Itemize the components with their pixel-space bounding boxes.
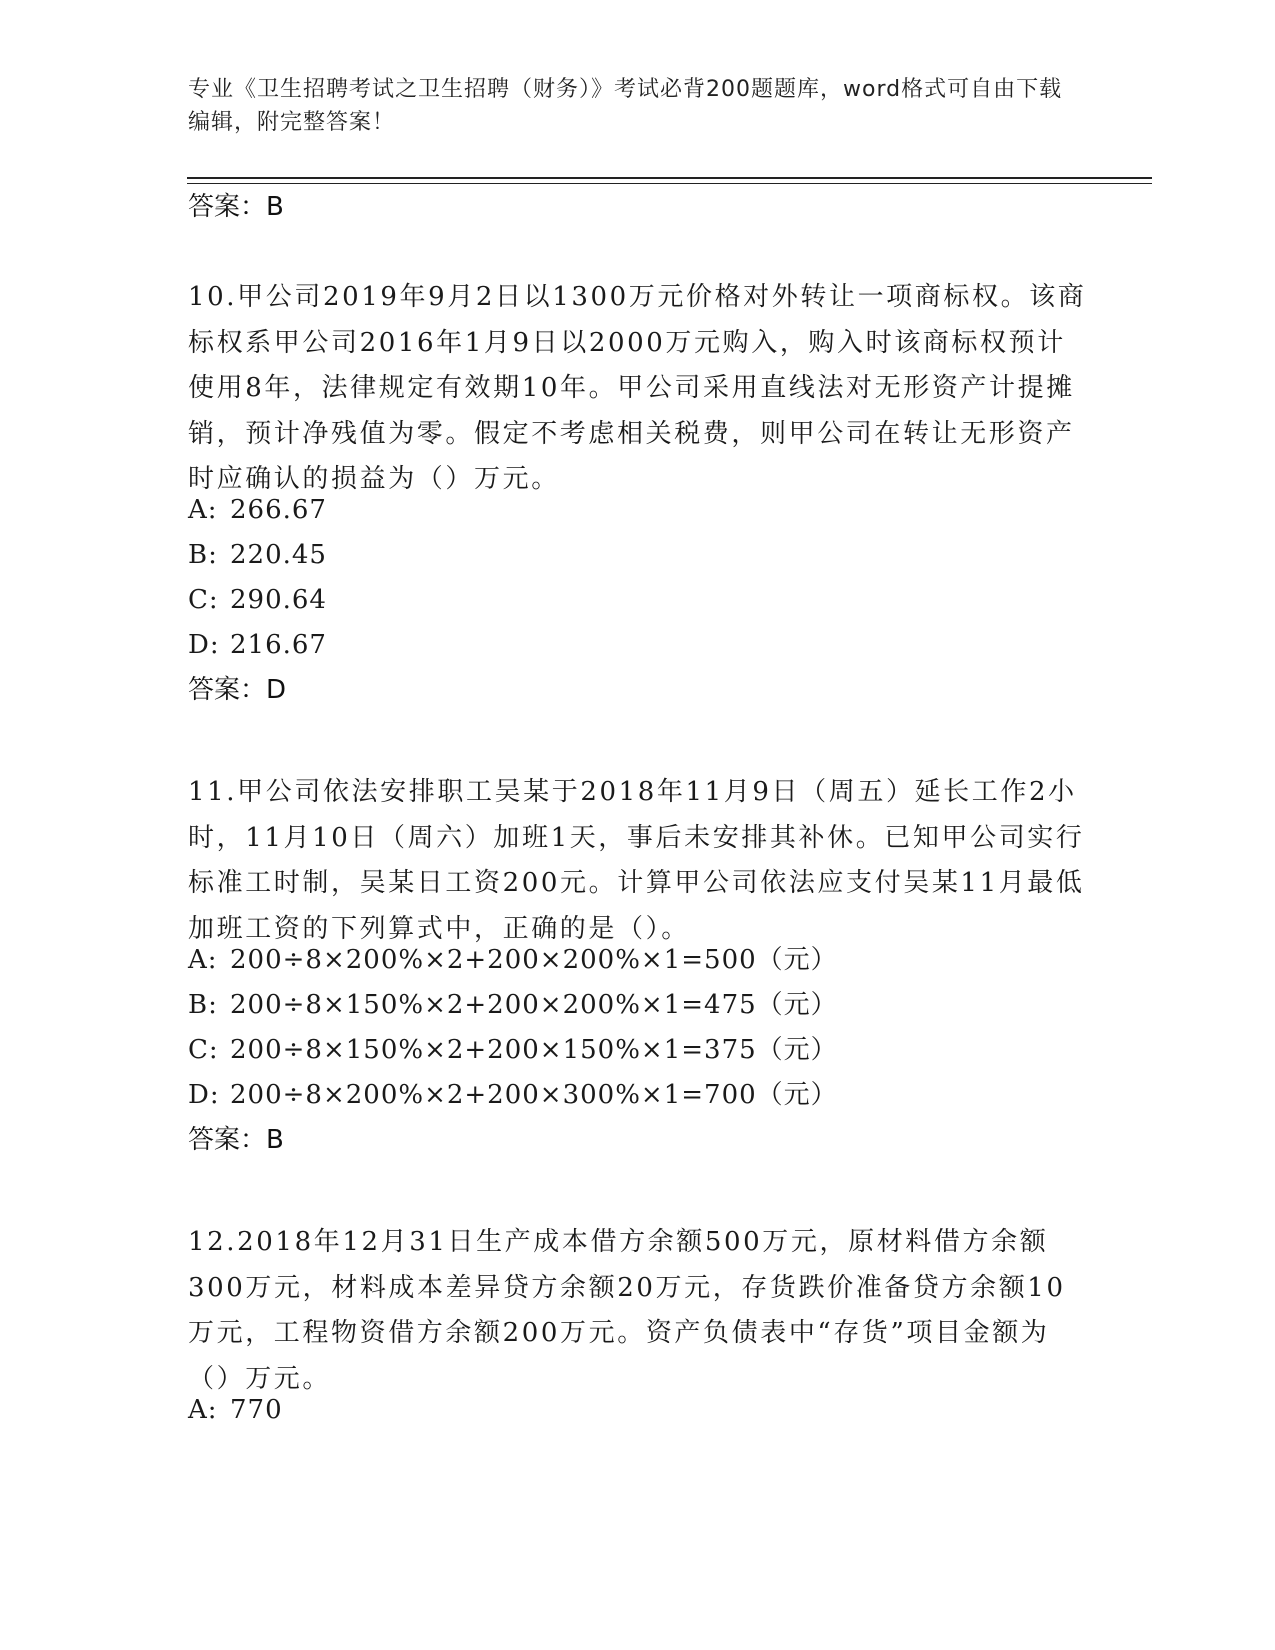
option-text: 770 [230, 1395, 283, 1425]
question-10-answer: 答案：D [188, 675, 287, 705]
option-text: 200÷8×200%×2+200×300%×1=700（元） [230, 1080, 838, 1110]
option-text: 220.45 [230, 540, 327, 570]
option-text: 216.67 [230, 630, 327, 660]
option-label: B: [188, 990, 218, 1020]
question-11-text: 11.甲公司依法安排职工吴某于2018年11月9日（周五）延长工作2小时，11月10日（周六）加班1天，事后未安排其补休。已知甲公司实行标准工时制，吴某日工资200元。计算甲公司依法应支付吴某11月最低加班工资的下列算式中，正确的是（）。 [188, 777, 1085, 944]
question-11-option-d [188, 1073, 838, 1118]
question-12-text: 12.2018年12月31日生产成本借方余额500万元，原材料借方余额300万元，材料成本差异贷方余额20万元，存货跌价准备贷方余额10万元，工程物资借方余额200万元。资产负债表中“存货”项目金额为（）万元。 [188, 1227, 1066, 1394]
option-text: 200÷8×200%×2+200×200%×1=500（元） [230, 945, 838, 975]
option-text: 290.64 [230, 585, 327, 615]
question-10-text: 10.甲公司2019年9月2日以1300万元价格对外转让一项商标权。该商标权系甲公司2016年1月9日以2000万元购入，购入时该商标权预计使用8年，法律规定有效期10年。甲公司采用直线法对无形资产计提摊销，预计净残值为零。假定不考虑相关税费，则甲公司在转让无形资产时应确认的损益为（）万元。 [188, 282, 1087, 494]
question-10-option-c [188, 578, 327, 623]
question-10-option-b [188, 533, 327, 578]
question-10-option-d [188, 623, 327, 668]
question-11-option-a [188, 938, 838, 983]
question-11-answer: 答案：B [188, 1125, 284, 1155]
option-label: D: [188, 630, 220, 660]
question-11-option-c [188, 1028, 838, 1073]
page-header: 专业《卫生招聘考试之卫生招聘（财务）》考试必背200题题库，word格式可自由下载编辑，附完整答案！ [188, 77, 1063, 135]
question-12-option-a [188, 1388, 283, 1433]
option-text: 266.67 [230, 495, 327, 525]
option-text: 200÷8×150%×2+200×150%×1=375（元） [230, 1035, 838, 1065]
option-label: A: [188, 1395, 218, 1425]
header-divider [187, 177, 1152, 179]
option-text: 200÷8×150%×2+200×200%×1=475（元） [230, 990, 838, 1020]
option-label: C: [188, 1035, 219, 1065]
answer-previous: 答案：B [188, 192, 284, 222]
option-label: C: [188, 585, 219, 615]
option-label: A: [188, 495, 218, 525]
option-label: B: [188, 540, 218, 570]
question-11-option-b [188, 983, 838, 1028]
question-10-option-a [188, 488, 327, 533]
option-label: A: [188, 945, 218, 975]
header-divider-thin [187, 183, 1152, 184]
option-label: D: [188, 1080, 220, 1110]
